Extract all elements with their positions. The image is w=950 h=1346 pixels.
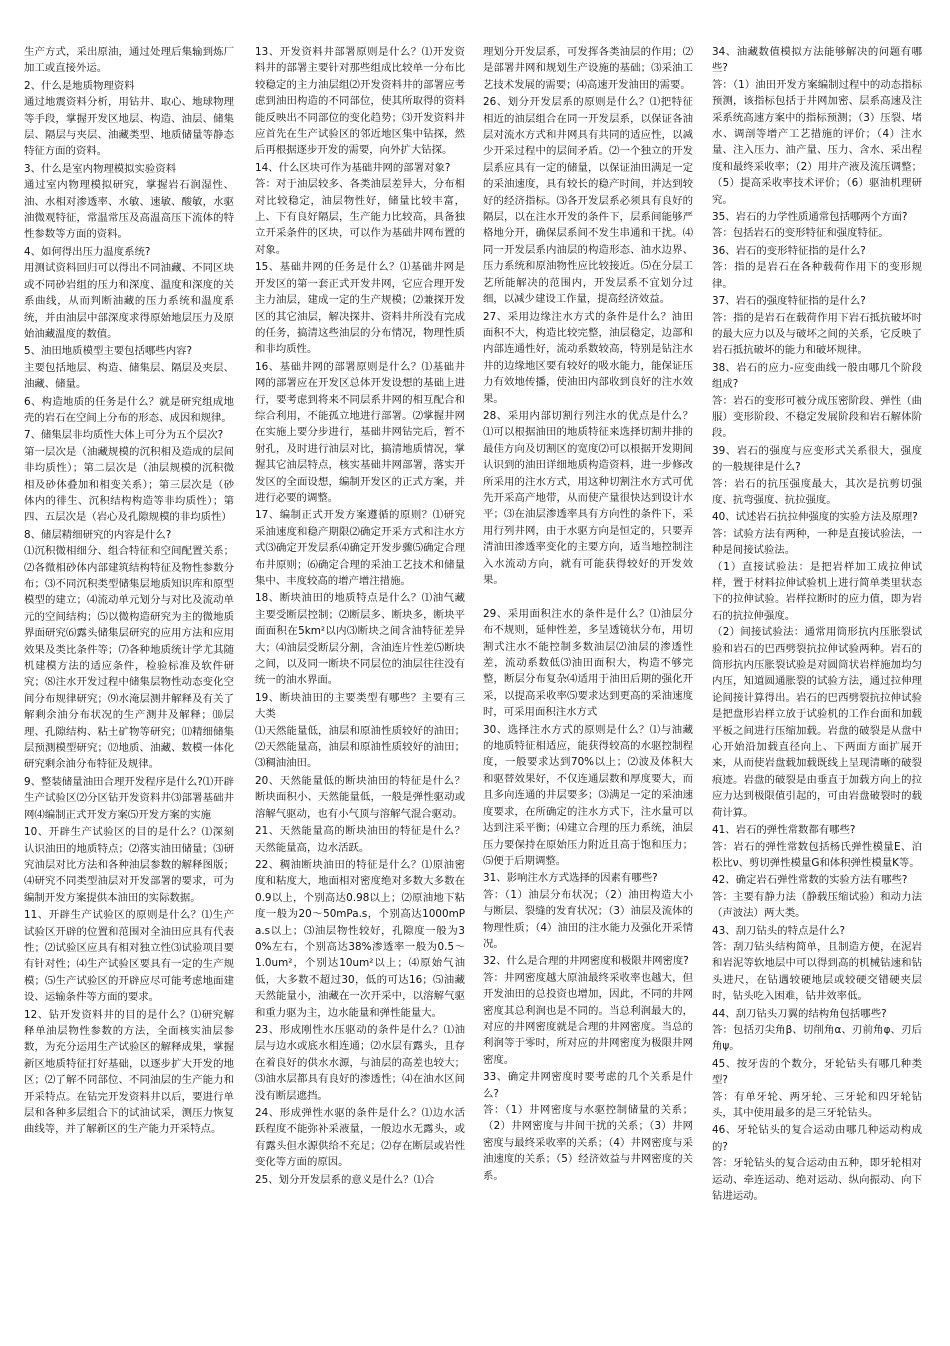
paragraph: 38、岩石的应力-应变曲线一般由哪几个阶段组成? 答：岩石的变形可被分成压密阶段、弹性（曲服）变形阶段、不稳定发展阶段和岩石解体阶段。 (712, 361, 922, 440)
paragraph: 16、基础井网的部署原则是什么？⑴基础井网的部署应在开发区总体开发设想的基础上进行，要考虑到将来不同层系井网的相互配合和综合利用，不能孤立地进行部署。⑵掌握井网在实施上要分步进行，基础井网钻完后，暂不射孔，及时进行油层对比，搞清地质情况，掌握其它油层特点，核实基础井网部署，落实开发区的全面设想，编制开发区的正式方案，并进行必要的调整。 (255, 360, 465, 504)
paragraph: 44、刮刀钻头刀翼的结构角包括哪些? 答：包括刃尖角β、切削角α、刃前角φ、刃后角ψ。 (712, 1007, 922, 1053)
paragraph: 17、编制正式开发方案遵循的原则？⑴研究采油速度和稳产期限⑵确定开采方式和注水方式⑶确定开发层系⑷确定开发步骤⑸确定合理布井原则；⑹确定合理的采油工艺技术和储量集中、丰度较高的增产增注措施。 (255, 509, 465, 587)
paragraph: 29、采用面积注水的条件是什么？⑴油层分布不规则，延伸性差，多呈透镜状分布，用切割式注水不能控制多数油层⑵油层的渗透性差，流动系数低⑶油田面积大，构造不够完整，断层分布复杂⑷适用于油田后期的强化开采，以提高采收率⑸要求达到更高的采油速度时，可采用面积注水方式 (483, 607, 693, 719)
paragraph: 23、形成刚性水压驱动的条件是什么？⑴油层与边水或底水相连通；⑵水层有露头，且存在着良好的供水水源，与油层的高差也较大；⑶油水层都具有良好的渗透性；⑷在油水区间没有断层遮挡。 (255, 1023, 465, 1102)
paragraph: 9、整装储量油田合理开发程序是什么?⑴开辟生产试验区⑵分区钻开发资料井⑶部署基础井网⑷编制正式开发方案⑸开发方案的实施 (24, 775, 234, 821)
paragraph: 14、什么区块可作为基础井网的部署对象? 答：对于油层较多、各类油层差异大，分布相对比较稳定，油层物性好，储量比较丰富，上、下有良好隔层，生产能力比较高，具备独立开采条件的区块，可以作为基础井网布置的对象。 (255, 161, 465, 256)
paragraph: 4、如何得出压力温度系统? 用测试资料回归可以得出不同油藏、不同区块或不同砂岩组的压力和深度、温度和深度的关系曲线，从而判断油藏的压力系统和温度系统，并由油层中部深度求得原始地层压力及原始油藏温度的数值。 (24, 245, 234, 340)
text-column-1 (24, 44, 234, 1139)
paragraph: 35、岩石的力学性质通常包括哪两个方面? 答：包括岩石的变形特征和强度特征。 (712, 211, 908, 240)
paragraph: 12、钻开发资料井的目的是什么？⑴研究解释单油层物性参数的方法，全面核实油层参数，为充分运用生产试验区的解释成果，掌握新区地质特征打好基础，以逐步扩大开发的地区；⑵了解不同部位、不同油层的生产能力和开采特点。在钻完开发资料井以后，要进行单层和各种多层组合下的试油试采，测压力恢复曲线等，并了解新区的生产能力开采特点。 (24, 1008, 234, 1136)
paragraph: 45、按牙齿的个数分，牙轮钻头有哪几种类型? 答：有单牙轮、两牙轮、三牙轮和四牙轮钻头，其中使用最多的是三牙轮钻头。 (712, 1057, 922, 1119)
paragraph: 34、油藏数值模拟方法能够解决的问题有哪些? 答：（1）油田开发方案编制过程中的动态指标预测，该指标包括于井网加密、层系高速及注采系统高速方案中的指标预测；（3）压裂、堵水、调剖等增产工艺措施的评价；（4）注水量、注入压力、油产量、压力、含水、采出程度和最终采收率；（2）用井产液及流压调整；（5）提高采收率技术评价；（6）驱油机理研究。 (712, 46, 922, 206)
paragraph: 11、开辟生产试验区的原则是什么？⑴生产试验区开辟的位置和范围对全油田应具有代表性；⑵试验区应具有相对独立性⑶试验项目要有针对性；⑷生产试验区要具有一定的生产规模；⑸生产试验区的开辟应尽可能考虑地面建设、运输条件等方面的要求。 (24, 909, 234, 1004)
paragraph: 40、试述岩石抗拉伸强度的实验方法及原理? 答：试验方法有两种，一种是直接试验法，一种是间接试验法。 （1）直接试验法：是把岩样加工成拉伸试样，置于材料拉伸试验机上进行简单类里状态下的拉伸试验。岩样拉断时的应力值，即为岩石的抗拉伸强度。 （2）间接试验法：通常用筒形抗内压胀裂试验和岩石的巴西劈裂抗拉伸试验两种。岩石的筒形抗内压胀裂试验是对圆筒状岩样施加均匀内压，知道圆通胀裂的试验方法，通过拉伸理论间接计算得出。岩石的巴西劈裂抗拉伸试验是把盘形岩样立放于试验机的工作台面和加载平板之间进行压缩加载。岩盘的破裂是从盘中心开始沿加载直径向上、下两面方面扩展开来，从而使岩盘载加载既线上呈现清晰的破裂痕迹。岩盘的破裂是由垂直于加载方向上的拉应力达到极限值引起的，可由岩盘破裂时的载荷计算。 (712, 511, 922, 819)
paragraph: 22、稠油断块油田的特征是什么？⑴原油密度和粘度大，地面相对密度绝对多数大多数在0.9以上，个别高达0.98以上；⑵原油地下粘度一般为20～50mPa.s，个别高达1000mPa.s以上；⑶油层物性较好，孔隙度一般为30%左右，个别高达38%渗透率一般为0.5～1.0um²，个别达10um²以上；⑷原始气油低，大多数不超过30，低的可达16；⑸油藏天然能量小，油藏在一次开采中，以溶解气驱和重力驱为主，边水能量和弹性能量大。 (255, 858, 465, 1019)
paragraph: 27、采用边缘注水方式的条件是什么？油田面积不大，构造比较完整，油层稳定，边部和内部连通性好，流动系数较高，特别是钻注水井的边缘地区要有较好的吸水能力，能保证压力有效地传播，使油田内部收到良好的注水效果。 (483, 310, 693, 405)
paragraph: 41、岩石的弹性常数都有哪些? 答：岩石的弹性常数包括杨氏弹性模量E、泊松比ν、剪切弹性模量G和体积弹性模量K等。 (712, 824, 922, 869)
paragraph: 10、开辟生产试验区的目的是什么？⑴深刻认识油田的地质特点；⑵落实油田储量；⑶研究油层对比方法和各种油层参数的解释图版；⑷研究不同类型油层对开发部署的要求，可为编制开发方案提供本油田的实际数据。 (24, 826, 234, 904)
paragraph: 26、划分开发层系的原则是什么？⑴把特征相近的油层组合在同一开发层系，以保证各油层对流水方式和井网具有共同的适应性，以减少开采过程中的层间矛盾。⑵一个独立的开发层系应具有一定的储量，以保证油田满足一定的采油速度，具有较长的稳产时间，并达到较好的经济指标。⑶各开发层系必须具有良好的隔层，以在注水开发的条件下，层系间能够严格地分开，确保层系间不发生串通和干扰。⑷同一开发层系内油层的构造形态、油水边界、压力系统和原油物性应比较接近。⑸在分层工艺所能解决的范围内，开发层系不宜划分过细，以减少建设工作量，提高经济效益。 (483, 96, 693, 306)
paragraph: 理划分开发层系，可发挥各类油层的作用；⑵是部署井网和规划生产设施的基础；⑶采油工艺技术发展的需要；⑷高速开发油田的需要。 (483, 46, 693, 91)
paragraph: 18、断块油田的地质特点是什么？⑴油气藏主要受断层控制；⑵断层多、断块多，断块平面面积在5km²以内⑶断块之间含油特征差异大；⑷油层受断层分割，含油连片性差⑸断块之间，以及同一断块不同层位的油层往往没有统一的油水界面。 (255, 592, 465, 687)
paragraph: 生产方式，采出原油，通过处理后集输到炼厂加工或直接外运。 (24, 46, 234, 75)
paragraph: 13、开发资料井部署原则是什么？⑴开发资料井的部署主要针对那些组成比较单一分布比较稳定的主力油层组⑵开发资料井的部署应考虑到油田构造的不同部位，使其所取得的资料能反映出不同部位的变化趋势；⑶开发资料井应首先在生产试验区的邻近地区集中钻探，然后再根据逐步开发的需要，向外扩大钻探。 (255, 46, 465, 157)
paragraph: 46、牙轮钻头的复合运动由哪几种运动构成的? 答：牙轮钻头的复合运动由五种，即牙轮相对运动、牵连运动、绝对运动、纵向振动、向下钻进运动。 (712, 1124, 922, 1203)
paragraph: 2、什么是地质物理资料 通过地震资料分析，用钻井、取心、地球物理等手段，掌握开发区地层、构造、油层、储集层、隔层与夹层、油藏类型、地质储量等静态特征方面的资料。 (24, 79, 234, 158)
paragraph: 43、刮刀钻头的特点是什么? 答：刮刀钻头结构简单，且制造方便，在泥岩和岩泥等软地层中可以得到高的机械钻速和钻头进尺，在钻遇较硬地层或较硬交错硬夹层时，钻头吃入困难，钻井效率低。 (712, 924, 922, 1003)
paragraph: 21、天然能量高的断块油田的特征是什么？天然能量高，边水活跃。 (255, 825, 465, 854)
paragraph: 31、影响注水方式选择的因素有哪些? 答：（1）油层分布状况；（2）油田构造大小与断层、裂缝的发育状况；（3）油层及流体的物理性质；（4）油田的注水能力及强化开采情况。 (483, 872, 693, 950)
paragraph: 28、采用内部切割行列注水的优点是什么？⑴可以根据油田的地质特征来选择切割井排的最佳方向及切割区的宽度⑵可以根据开发期间认识到的油田详细地质构造资料，进一步修改所采用的注水方式，用这种切割注水方式可优先开采高产地带，从而使产量很快达到设计水平；⑶在油层渗透率具有方向性的条件下，采用行列井网，由于水驱方向是恒定的，只要弄清油田渗透率变化的主要方向，适当地控制注入水流动方向，就有可能获得较好的开发效果。 (483, 409, 693, 586)
paragraph: 8、储层精细研究的内容是什么? ⑴沉积微相细分、组合特征和空间配置关系；⑵各微相砂体内部建筑结构特征及物性参数分布；⑶不同沉积类型储集层地质知识库和原型模型的建立；⑷流动单元划分与对比及流动单元的空间结构；⑸以微构造研究为主的微地质界面研究⑹露头储集层研究的应用方法和应用效果及类比条件等；⑺各种地质统计学尤其随机建模方法的适应条件，检验标准及软件研究；⑻注水开发过程中储集层物性动态变化空间分布规律研究；⑼水淹层测井解释及有关了解剩余油分布状况的生产测井及解释；⑽层理、孔隙结构、粘土矿物等研究；⑾精细储集层预测模型研究；⑿地质、油藏、数模一体化研究剩余油分布特征及规律。 (24, 528, 234, 771)
paragraph: 25、划分开发层系的意义是什么？⑴合 (255, 1173, 435, 1186)
paragraph: 5、油田地质模型主要包括哪些内容? 主要包括地层、构造、储集层、隔层及夹层、油藏、储量。 (24, 345, 234, 391)
paragraph: 36、岩石的变形特征指的是什么? 答：指的是岩石在各种载荷作用下的变形规律。 (712, 244, 922, 290)
paragraph: 7、储集层非均质性大体上可分为五个层次? 第一层次是（油藏规模的沉积相及造成的层间非均质性）；第二层次是（油层规模的沉积微相及砂体叠加和相变关系）；第三层次是（砂体内的徘生、沉积结构构造等非均质性）；第四、五层次是（岩心及孔隙规模的非均质性） (24, 429, 234, 524)
paragraph: 20、天然能量低的断块油田的特征是什么？断块面积小、天然能量低，一般是弹性驱动或溶解气驱动，也有小气顶与溶解气混合驱动。 (255, 774, 465, 820)
paragraph: 33、确定井网密度时要考虑的几个关系是什么? 答：（1）井网密度与水驱控制储量的关系；（2）井网密度与井间干扰的关系；（3）井网密度与最终采收率的关系；（4）井网密度与采油速度的关系；（5）经济效益与井网密度的关系。 (483, 1071, 693, 1182)
paragraph: 3、什么是室内物理模拟实验资料 通过室内物理模拟研究，掌握岩石润湿性、油、水相对渗透率、水敏、速敏、酸敏，水驱油微观特征，常温常压及高温高压下流体的特性参数等方面的资料。 (24, 162, 234, 241)
paragraph: 15、基础井网的任务是什么？⑴基础井网是开发区的第一套正式开发井网，它应合理开发主力油层，建成一定的生产规模；⑵兼探开发区的其它油层，解决探井、资料井所没有完成的任务，搞清这些油层的分布情况，物理性质和非均质性。 (255, 261, 465, 356)
paragraph: 32、什么是合理的井网密度和极限井网密度? 答：井网密度越大原油最终采收率也越大，但开发油田的总投资也增加，因此，不同的井网密度其总利润也是不同的。当总利润最大的，对应的井网密度就是合理的井网密度。当总的利润等于零时，所对应的井网密度为极限井网密度。 (483, 955, 693, 1066)
paragraph: 37、岩石的强度特征指的是什么? 答：指的是岩石在载荷作用下岩石抵抗破坏时的最大应力以及与破坏之间的关系，它反映了岩石抵抗破坏的能力和破坏规律。 (712, 295, 922, 357)
text-column-3 (483, 44, 693, 1185)
paragraph: 42、确定岩石弹性常数的实验方法有哪些? 答：主要有静力法（静载压缩试验）和动力法（声波法）两大类。 (712, 874, 922, 920)
paragraph: 19、断块油田的主要类型有哪些？主要有三大类 ⑴天然能量低，油层和原油性质较好的油田；⑵天然能量高，油层和原油性质较好的油田；⑶稠油油田。 (255, 691, 465, 770)
paragraph: 39、岩石的强度与应变形式关系很大，强度的一般规律是什么? 答：岩石的抗压强度最大，其次是抗剪切强度、抗弯强度、抗拉强度。 (712, 444, 922, 506)
text-column-4 (712, 44, 922, 1205)
text-column-2 (255, 44, 465, 1189)
paragraph: 24、形成弹性水驱的条件是什么？⑴边水活跃程度不能弥补采液量，一般边水无露头，或有露头但水源供给不充足；⑵存在断层或岩性变化等方面的原因。 (255, 1107, 465, 1169)
paragraph: 6、构造地质的任务是什么？就是研究组成地壳的岩石在空间上分布的形态、成因和规律。 (24, 395, 234, 424)
paragraph: 30、选择注水方式的原则是什么？⑴与油藏的地质特征相适应，能获得较高的水驱控制程度，一般要求达到70%以上；⑵波及体积大和驱替效果好，不仅连通层数和厚度要大，而且多向连通的井层要多；⑶满足一定的采油速度要求，在所确定的注水方式下，注水量可以达到注采平衡；⑷建立合理的压力系统，油层压力要保持在原始压力附近且高于饱和压力；⑸便于后期调整。 (483, 723, 693, 867)
